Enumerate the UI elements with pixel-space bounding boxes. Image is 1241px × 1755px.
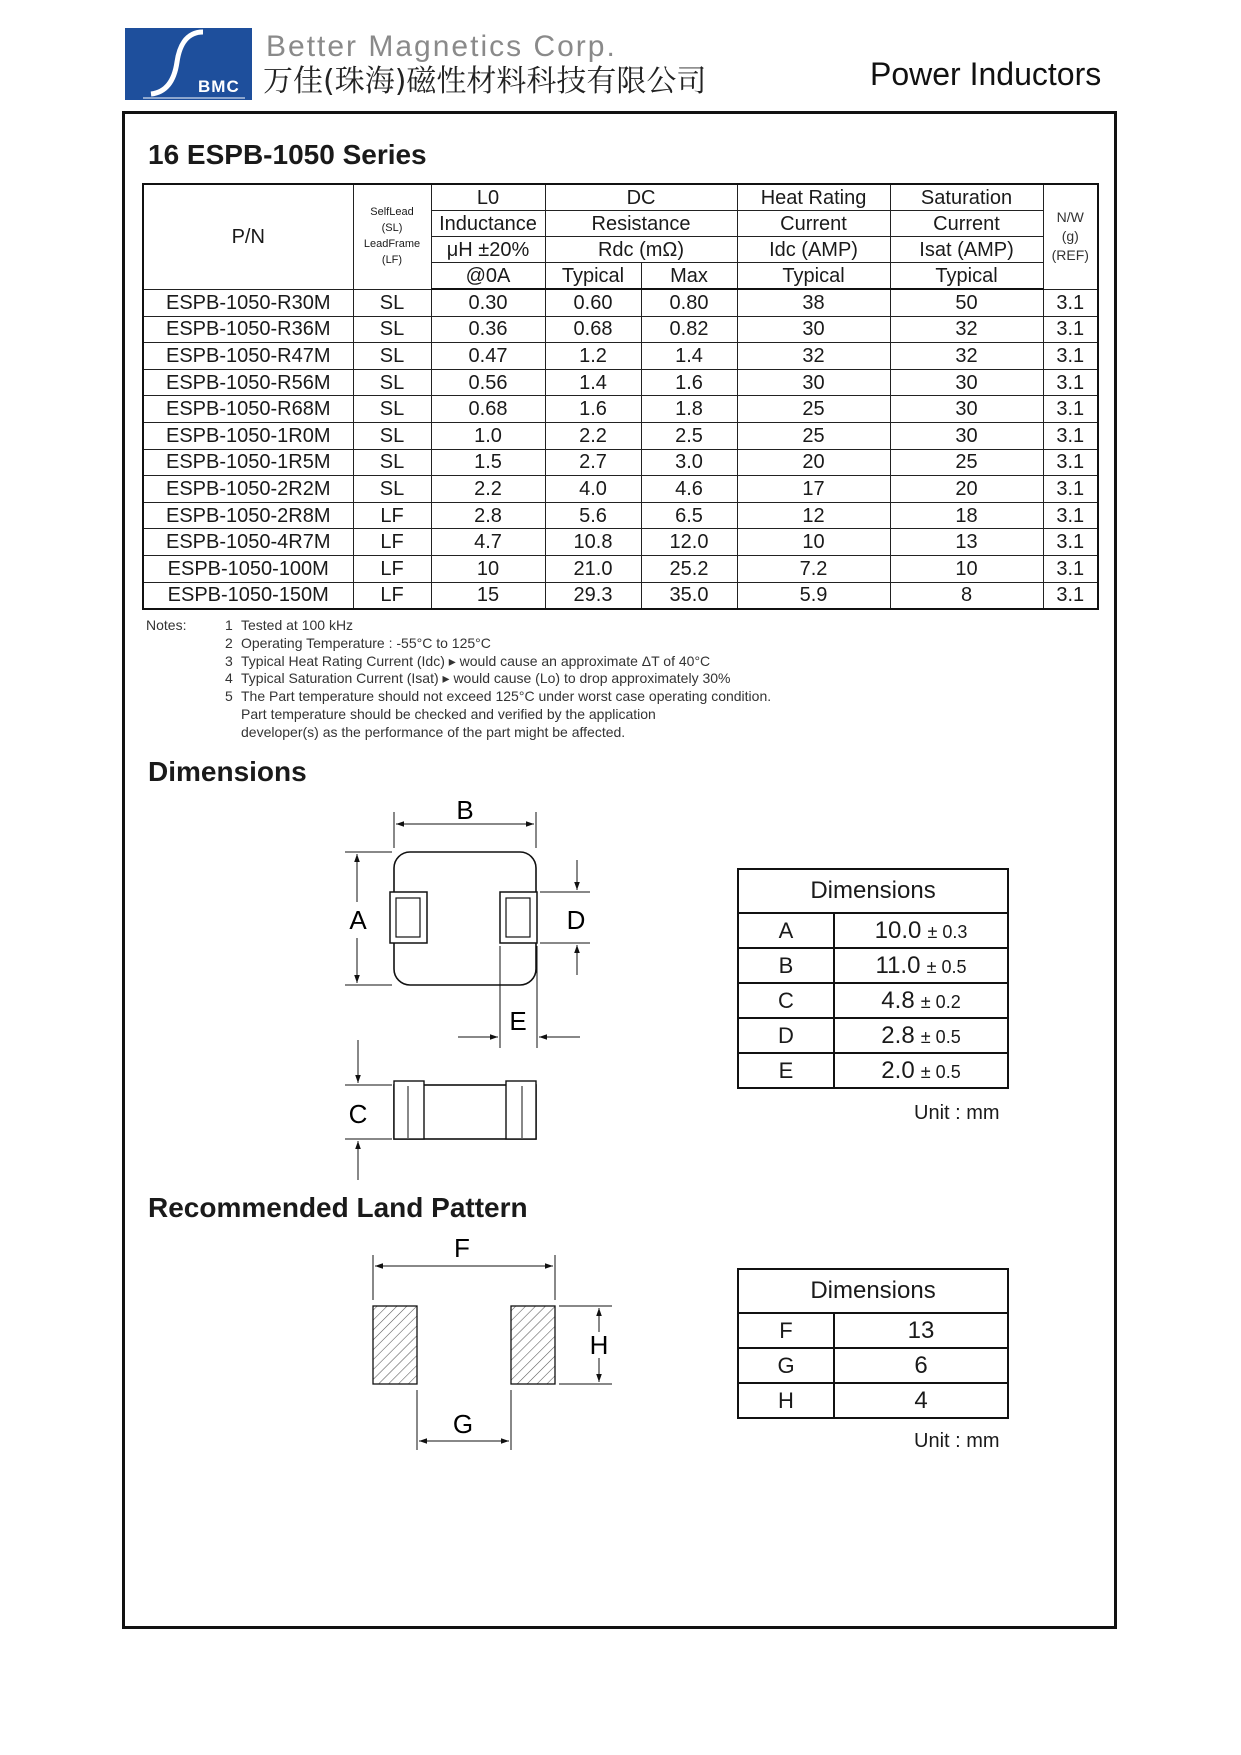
cell-rdc-typical: 5.6	[545, 502, 641, 529]
header-ind-cond: @0A	[431, 263, 545, 290]
cell-isat: 25	[890, 449, 1043, 476]
cell-lead-type: SL	[353, 476, 431, 503]
note-item: 2 Operating Temperature : -55°C to 125°C	[225, 634, 491, 651]
cell-weight: 3.1	[1043, 502, 1098, 529]
cell-rdc-typical: 1.4	[545, 369, 641, 396]
cell-rdc-max: 4.6	[641, 476, 737, 503]
note-item: 4 Typical Saturation Current (Isat) ▸ would cause (Lo) to drop approximately 30%	[225, 670, 731, 687]
cell-idc: 7.2	[737, 555, 890, 582]
cell-inductance: 10	[431, 555, 545, 582]
cell-rdc-typical: 0.68	[545, 316, 641, 343]
cell-weight: 3.1	[1043, 422, 1098, 449]
cell-rdc-max: 1.4	[641, 343, 737, 370]
cell-rdc-typical: 10.8	[545, 529, 641, 556]
cell-rdc-typical: 21.0	[545, 555, 641, 582]
label-g: G	[452, 1409, 474, 1439]
cell-inductance: 2.2	[431, 476, 545, 503]
header-sat-current: Current	[890, 211, 1043, 237]
cell-isat: 13	[890, 529, 1043, 556]
header-lead-type: SelfLead (SL) LeadFrame (LF)	[353, 184, 431, 289]
cell-rdc-max: 0.82	[641, 316, 737, 343]
cell-rdc-max: 0.80	[641, 289, 737, 316]
label-c: C	[348, 1099, 368, 1129]
cell-weight: 3.1	[1043, 396, 1098, 423]
label-d: D	[566, 905, 586, 935]
cell-idc: 10	[737, 529, 890, 556]
cell-inductance: 0.36	[431, 316, 545, 343]
table-row: D 2.8 ± 0.5	[738, 1018, 1008, 1053]
header-isat: Isat (AMP)	[890, 237, 1043, 263]
cell-rdc-max: 1.8	[641, 396, 737, 423]
dimension-drawing	[330, 785, 600, 1180]
header-pn: P/N	[143, 184, 353, 289]
spec-table	[142, 183, 1099, 610]
note-item: 5 The Part temperature should not exceed 125°C under worst case operating condition.	[225, 688, 772, 705]
land-table-title: Dimensions	[738, 1269, 1008, 1313]
cell-weight: 3.1	[1043, 529, 1098, 556]
cell-weight: 3.1	[1043, 289, 1098, 316]
cell-lead-type: LF	[353, 529, 431, 556]
cell-lead-type: LF	[353, 502, 431, 529]
label-b: B	[456, 795, 474, 825]
cell-idc: 5.9	[737, 582, 890, 609]
cell-idc: 30	[737, 316, 890, 343]
cell-rdc-max: 2.5	[641, 422, 737, 449]
product-category: Power Inductors	[870, 56, 1102, 92]
cell-pn: ESPB-1050-R56M	[143, 369, 353, 396]
cell-pn: ESPB-1050-R30M	[143, 289, 353, 316]
dimensions-table	[737, 868, 1009, 1089]
cell-idc: 12	[737, 502, 890, 529]
table-row: E 2.0 ± 0.5	[738, 1053, 1008, 1088]
cell-weight: 3.1	[1043, 476, 1098, 503]
cell-idc: 25	[737, 422, 890, 449]
cell-isat: 30	[890, 369, 1043, 396]
note-item: 1 Tested at 100 kHz	[225, 617, 354, 633]
header-saturation: Saturation	[890, 184, 1043, 211]
table-row	[143, 422, 1098, 449]
cell-isat: 18	[890, 502, 1043, 529]
cell-rdc-max: 35.0	[641, 582, 737, 609]
land-pattern-drawing	[355, 1230, 625, 1452]
header-heat-rating: Heat Rating	[737, 184, 890, 211]
table-row	[143, 289, 1098, 316]
table-row: A 10.0 ± 0.3	[738, 913, 1008, 948]
cell-rdc-max: 6.5	[641, 502, 737, 529]
header-isat-typical: Typical	[890, 263, 1043, 290]
cell-rdc-typical: 4.0	[545, 476, 641, 503]
cell-rdc-typical: 29.3	[545, 582, 641, 609]
table-row	[143, 449, 1098, 476]
cell-pn: ESPB-1050-150M	[143, 582, 353, 609]
cell-weight: 3.1	[1043, 449, 1098, 476]
cell-weight: 3.1	[1043, 582, 1098, 609]
cell-isat: 32	[890, 316, 1043, 343]
cell-pn: ESPB-1050-4R7M	[143, 529, 353, 556]
cell-idc: 38	[737, 289, 890, 316]
cell-isat: 30	[890, 396, 1043, 423]
cell-rdc-max: 3.0	[641, 449, 737, 476]
cell-pn: ESPB-1050-100M	[143, 555, 353, 582]
cell-isat: 50	[890, 289, 1043, 316]
cell-idc: 25	[737, 396, 890, 423]
header-heat-current: Current	[737, 211, 890, 237]
header-weight: N/W (g) (REF)	[1043, 184, 1098, 289]
cell-inductance: 0.47	[431, 343, 545, 370]
cell-inductance: 0.30	[431, 289, 545, 316]
label-f: F	[454, 1233, 470, 1263]
header-ind-unit: μH ±20%	[431, 237, 545, 263]
cell-weight: 3.1	[1043, 555, 1098, 582]
table-row	[143, 316, 1098, 343]
cell-lead-type: SL	[353, 316, 431, 343]
header-rdc: Rdc (mΩ)	[545, 237, 737, 263]
cell-inductance: 2.8	[431, 502, 545, 529]
note-item: 3 Typical Heat Rating Current (Idc) ▸ would cause an approximate ΔT of 40°C	[225, 652, 711, 669]
dimensions-unit: Unit : mm	[914, 1102, 1000, 1124]
dimensions-title: Dimensions	[148, 756, 307, 787]
header-dc: DC	[545, 184, 737, 211]
table-row	[143, 396, 1098, 423]
land-pattern-unit: Unit : mm	[914, 1430, 1000, 1452]
cell-pn: ESPB-1050-R47M	[143, 343, 353, 370]
cell-rdc-max: 12.0	[641, 529, 737, 556]
cell-inductance: 1.5	[431, 449, 545, 476]
cell-lead-type: SL	[353, 396, 431, 423]
note-continuation: developer(s) as the performance of the part might be affected.	[241, 723, 626, 740]
company-name-en: Better Magnetics Corp.	[266, 30, 617, 63]
cell-isat: 32	[890, 343, 1043, 370]
table-row: B 11.0 ± 0.5	[738, 948, 1008, 983]
table-row	[143, 582, 1098, 609]
table-row	[143, 476, 1098, 503]
cell-rdc-typical: 2.2	[545, 422, 641, 449]
cell-isat: 10	[890, 555, 1043, 582]
logo-text: BMC	[198, 77, 240, 96]
cell-isat: 30	[890, 422, 1043, 449]
cell-lead-type: SL	[353, 422, 431, 449]
header-l0: L0	[431, 184, 545, 211]
cell-lead-type: LF	[353, 555, 431, 582]
table-row: G 6	[738, 1348, 1008, 1383]
table-row	[143, 555, 1098, 582]
cell-rdc-max: 25.2	[641, 555, 737, 582]
cell-pn: ESPB-1050-2R8M	[143, 502, 353, 529]
cell-rdc-typical: 1.6	[545, 396, 641, 423]
cell-idc: 30	[737, 369, 890, 396]
cell-inductance: 1.0	[431, 422, 545, 449]
cell-idc: 32	[737, 343, 890, 370]
label-a: A	[349, 905, 367, 935]
bmc-logo	[125, 28, 252, 100]
cell-idc: 17	[737, 476, 890, 503]
land-pattern-title: Recommended Land Pattern	[148, 1192, 528, 1223]
cell-rdc-typical: 2.7	[545, 449, 641, 476]
header-rdc-typical: Typical	[545, 263, 641, 290]
table-row	[143, 529, 1098, 556]
right-land-pad	[511, 1306, 555, 1384]
cell-weight: 3.1	[1043, 343, 1098, 370]
cell-idc: 20	[737, 449, 890, 476]
cell-rdc-typical: 0.60	[545, 289, 641, 316]
label-e: E	[509, 1006, 527, 1036]
cell-rdc-typical: 1.2	[545, 343, 641, 370]
table-row	[143, 502, 1098, 529]
cell-lead-type: SL	[353, 449, 431, 476]
series-title: 16 ESPB-1050 Series	[148, 139, 427, 170]
cell-weight: 3.1	[1043, 369, 1098, 396]
company-name-cn: 万佳(珠海)磁性材料科技有限公司	[263, 64, 707, 99]
dimensions-table-title: Dimensions	[738, 869, 1008, 913]
cell-inductance: 4.7	[431, 529, 545, 556]
cell-pn: ESPB-1050-1R5M	[143, 449, 353, 476]
note-continuation: Part temperature should be checked and verified by the application	[241, 705, 656, 722]
table-row	[143, 369, 1098, 396]
cell-rdc-max: 1.6	[641, 369, 737, 396]
cell-lead-type: SL	[353, 343, 431, 370]
cell-lead-type: SL	[353, 369, 431, 396]
cell-pn: ESPB-1050-R36M	[143, 316, 353, 343]
table-row: F 13	[738, 1313, 1008, 1348]
cell-inductance: 0.56	[431, 369, 545, 396]
cell-lead-type: LF	[353, 582, 431, 609]
cell-pn: ESPB-1050-1R0M	[143, 422, 353, 449]
cell-lead-type: SL	[353, 289, 431, 316]
notes-list	[225, 617, 771, 742]
label-h: H	[589, 1330, 609, 1360]
header-idc-typical: Typical	[737, 263, 890, 290]
header-inductance: Inductance	[431, 211, 545, 237]
cell-inductance: 0.68	[431, 396, 545, 423]
header-idc: Idc (AMP)	[737, 237, 890, 263]
land-pattern-table	[737, 1268, 1009, 1419]
cell-pn: ESPB-1050-2R2M	[143, 476, 353, 503]
left-land-pad	[373, 1306, 417, 1384]
cell-weight: 3.1	[1043, 316, 1098, 343]
cell-pn: ESPB-1050-R68M	[143, 396, 353, 423]
header-resistance: Resistance	[545, 211, 737, 237]
header-rdc-max: Max	[641, 263, 737, 290]
notes-label: Notes:	[146, 617, 187, 633]
cell-isat: 8	[890, 582, 1043, 609]
cell-isat: 20	[890, 476, 1043, 503]
table-row	[143, 343, 1098, 370]
table-row: H 4	[738, 1383, 1008, 1418]
cell-inductance: 15	[431, 582, 545, 609]
table-row: C 4.8 ± 0.2	[738, 983, 1008, 1018]
